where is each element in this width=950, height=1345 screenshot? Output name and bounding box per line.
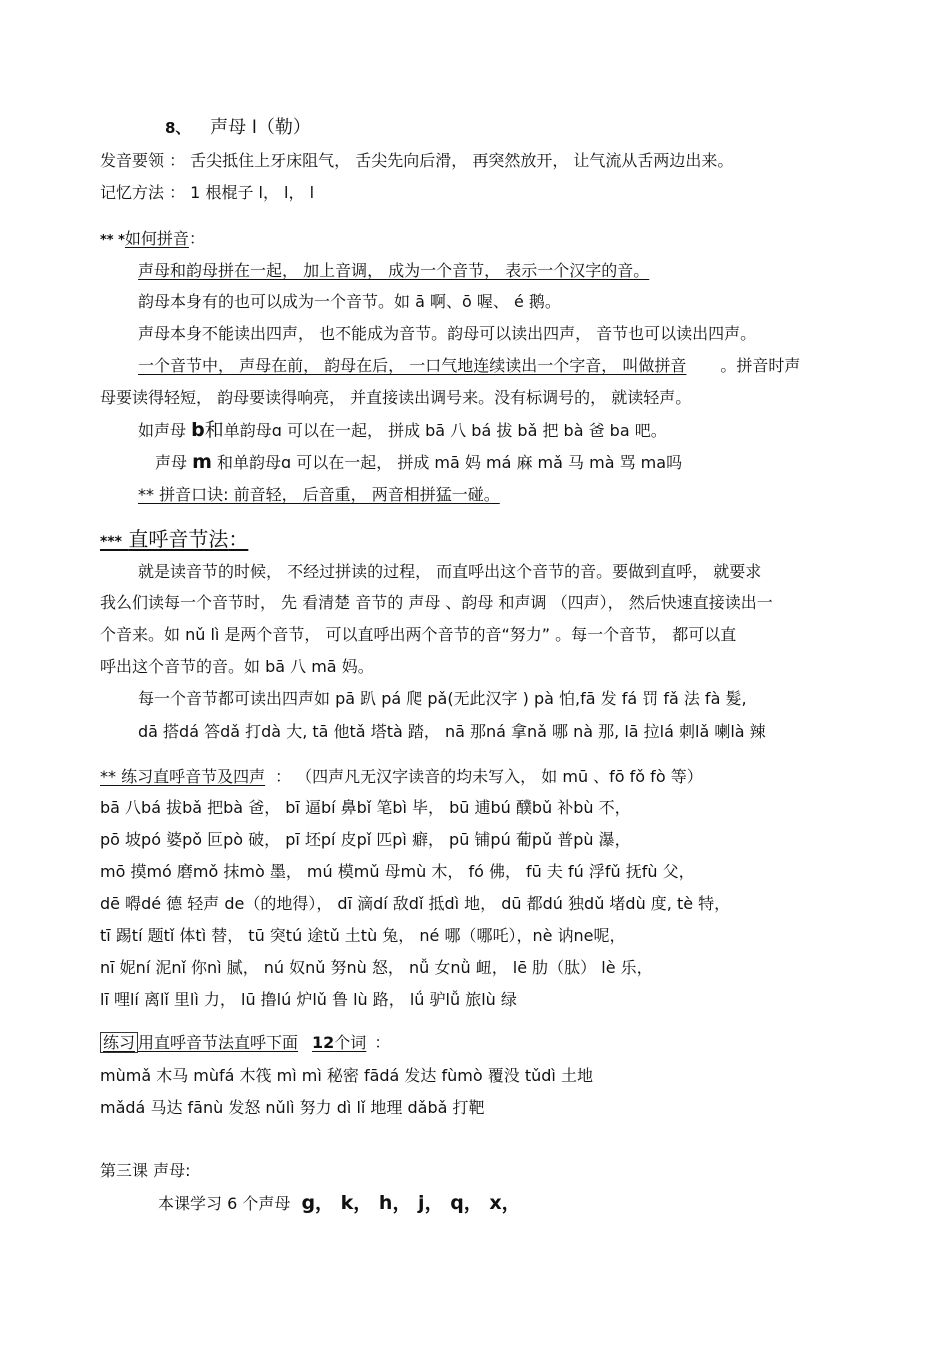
how-paragraph-5: 母要读得轻短， 韵母要读得响亮， 并直接读出调号来。没有标调号的， 就读轻声。 <box>100 388 692 407</box>
practice-row: mō 摸mó 磨mǒ 抹mò 墨， mú 模mǔ 母mù 木， fó 佛， fū 夫 fú 浮fǔ 抚fù 父， <box>100 862 695 881</box>
direct-paragraph-3: 个音来。如 nǔ lì 是两个音节， 可以直呼出两个音节的音“努力” 。每一个音节， 都可以直 <box>100 625 737 644</box>
exercise-row-1: mùmǎ 木马 mùfá 木筏 mì mì 秘密 fādá 发达 fùmò 覆没 tǔdì 土地 <box>100 1066 593 1085</box>
exercise-heading <box>100 1032 390 1054</box>
pinyin-definition-tail: 。拼音时声 <box>720 356 801 375</box>
heading-stars: ** * <box>100 233 125 248</box>
direct-paragraph-4: 呼出这个音节的音。如 bā 八 mā 妈。 <box>100 657 374 676</box>
example-b <box>138 419 667 442</box>
pinyin-definition: 一个音节中， 声母在前， 韵母在后， 一口气地连续读出一个字音， 叫做拼音 <box>138 356 687 375</box>
example-m-lead: 声母 <box>155 453 188 472</box>
practice-row: pō 坡pó 婆pǒ 叵pò 破， pī 坯pí 皮pǐ 匹pì 癖， pū 铺pú 葡pǔ 普pù 瀑， <box>100 830 631 849</box>
example-m <box>155 451 682 474</box>
practice-row: dē 嘚dé 德 轻声 de（的地得）， dī 滴dí 敌dǐ 抵dì 地， dū 都dú 独dǔ 堵dù 度, tè 特， <box>100 894 731 913</box>
exercise-underline <box>100 1033 374 1052</box>
section-8-number: 8、 <box>165 119 191 137</box>
how-paragraph-3: 声母本身不能读出四声， 也不能成为音节。韵母可以读出四声， 音节也可以读出四声。 <box>138 324 757 343</box>
practice-row: bā 八bá 拔bǎ 把bà 爸， bī 逼bí 鼻bǐ 笔bì 毕， bū 逋bú 醭bǔ 补bù 不， <box>100 798 631 817</box>
how-colon: ： <box>188 229 205 248</box>
practice-note: ： （四声凡无汉字读音的均未写入， 如 mū 、fō fǒ fò 等） <box>275 767 703 786</box>
section-8-title: 声母 l（勒） <box>210 117 311 138</box>
exercise-colon: ： <box>374 1033 391 1052</box>
direct-stars: *** <box>100 534 122 550</box>
how-to-pinyin-heading <box>100 228 205 252</box>
direct-paragraph-2: 我么们读每一个音节时， 先 看清楚 音节的 声母 、韵母 和声调 （四声）， 然后快速直接读出一 <box>100 593 773 612</box>
pronunciation-tip: 发音要领 ： 舌尖抵住上牙床阻气， 舌尖先向后滑， 再突然放开， 让气流从舌两边出来。 <box>100 151 734 170</box>
practice-row: nī 妮ní 泥nǐ 你nì 腻， nú 奴nǔ 努nù 怒， nǚ 女nǜ 衄， lē 肋（肽） lè 乐， <box>100 958 653 977</box>
how-title: 如何拼音 <box>124 229 189 248</box>
practice-row: tī 踢tí 题tǐ 体tì 替， tū 突tú 途tǔ 土tù 兔， né 哪（哪吒），nè 讷ne呢， <box>100 926 626 945</box>
exercise-title: 用直呼音节法直呼下面 <box>138 1033 299 1052</box>
letter-b: b <box>191 419 205 441</box>
exercise-box-label: 练习 <box>100 1032 138 1053</box>
exercise-row-2: mǎdá 马达 fānù 发怒 nǔlì 努力 dì lǐ 地理 dǎbǎ 打靶 <box>100 1098 485 1117</box>
example-b-rest: 单韵母ɑ 可以在一起， 拼成 bā 八 bá 拔 bǎ 把 bà 爸 ba 吧。 <box>223 421 667 440</box>
lesson-3-intro <box>158 1192 521 1215</box>
practice-heading <box>100 766 703 788</box>
direct-call-heading <box>100 526 252 555</box>
example-b-lead: 如声母 <box>138 421 187 440</box>
how-paragraph-2: 韵母本身有的也可以成为一个音节。如 ā 啊、ō 喔、 é 鹅。 <box>138 292 561 311</box>
how-paragraph-1: 声母和韵母拼在一起， 加上音调， 成为一个音节， 表示一个汉字的音。 <box>138 261 650 280</box>
practice-title: ** 练习直呼音节及四声 <box>100 767 266 786</box>
lesson-3-intro-text: 本课学习 6 个声母 <box>158 1194 291 1213</box>
lesson-3-title: 第三课 声母: <box>100 1161 191 1180</box>
direct-paragraph-6: dā 搭dá 答dǎ 打dà 大, tā 他tǎ 塔tà 踏， nā 那ná 拿nǎ 哪 nà 那, lā 拉lá 刺lǎ 喇là 辣 <box>138 722 766 741</box>
letter-m: m <box>192 451 212 473</box>
direct-title: 直呼音节法 <box>128 527 229 551</box>
section-8-heading <box>165 117 311 139</box>
example-m-rest: 和单韵母ɑ 可以在一起， 拼成 mā 妈 má 麻 mǎ 马 mà 骂 ma吗 <box>217 453 683 472</box>
practice-row: lī 哩lí 离lǐ 里lì 力， lū 撸lú 炉lǔ 鲁 lù 路， lǘ 驴lǚ 旅lù 绿 <box>100 990 517 1009</box>
example-b-and: 和 <box>204 419 224 441</box>
direct-colon: ： <box>228 527 249 551</box>
initials-list: g， k， h， j， q， x， <box>301 1192 521 1214</box>
direct-paragraph-1: 就是读音节的时候， 不经过拼读的过程， 而直呼出这个音节的音。要做到直呼， 就要求 <box>138 562 762 581</box>
direct-paragraph-5: 每一个音节都可读出四声如 pā 趴 pá 爬 pǎ(无此汉字 ) pà 怕,fā 发 fá 罚 fǎ 法 fà 髮, <box>138 689 747 708</box>
exercise-title-b: 个词 <box>334 1033 367 1052</box>
memory-tip: 记忆方法 ： 1 根棍子 l， l， l <box>100 183 315 202</box>
how-paragraph-4 <box>138 355 800 377</box>
exercise-count: 12 <box>312 1033 335 1052</box>
pinyin-mnemonic: ** 拼音口诀: 前音轻， 后音重， 两音相拼猛一碰。 <box>138 485 500 504</box>
